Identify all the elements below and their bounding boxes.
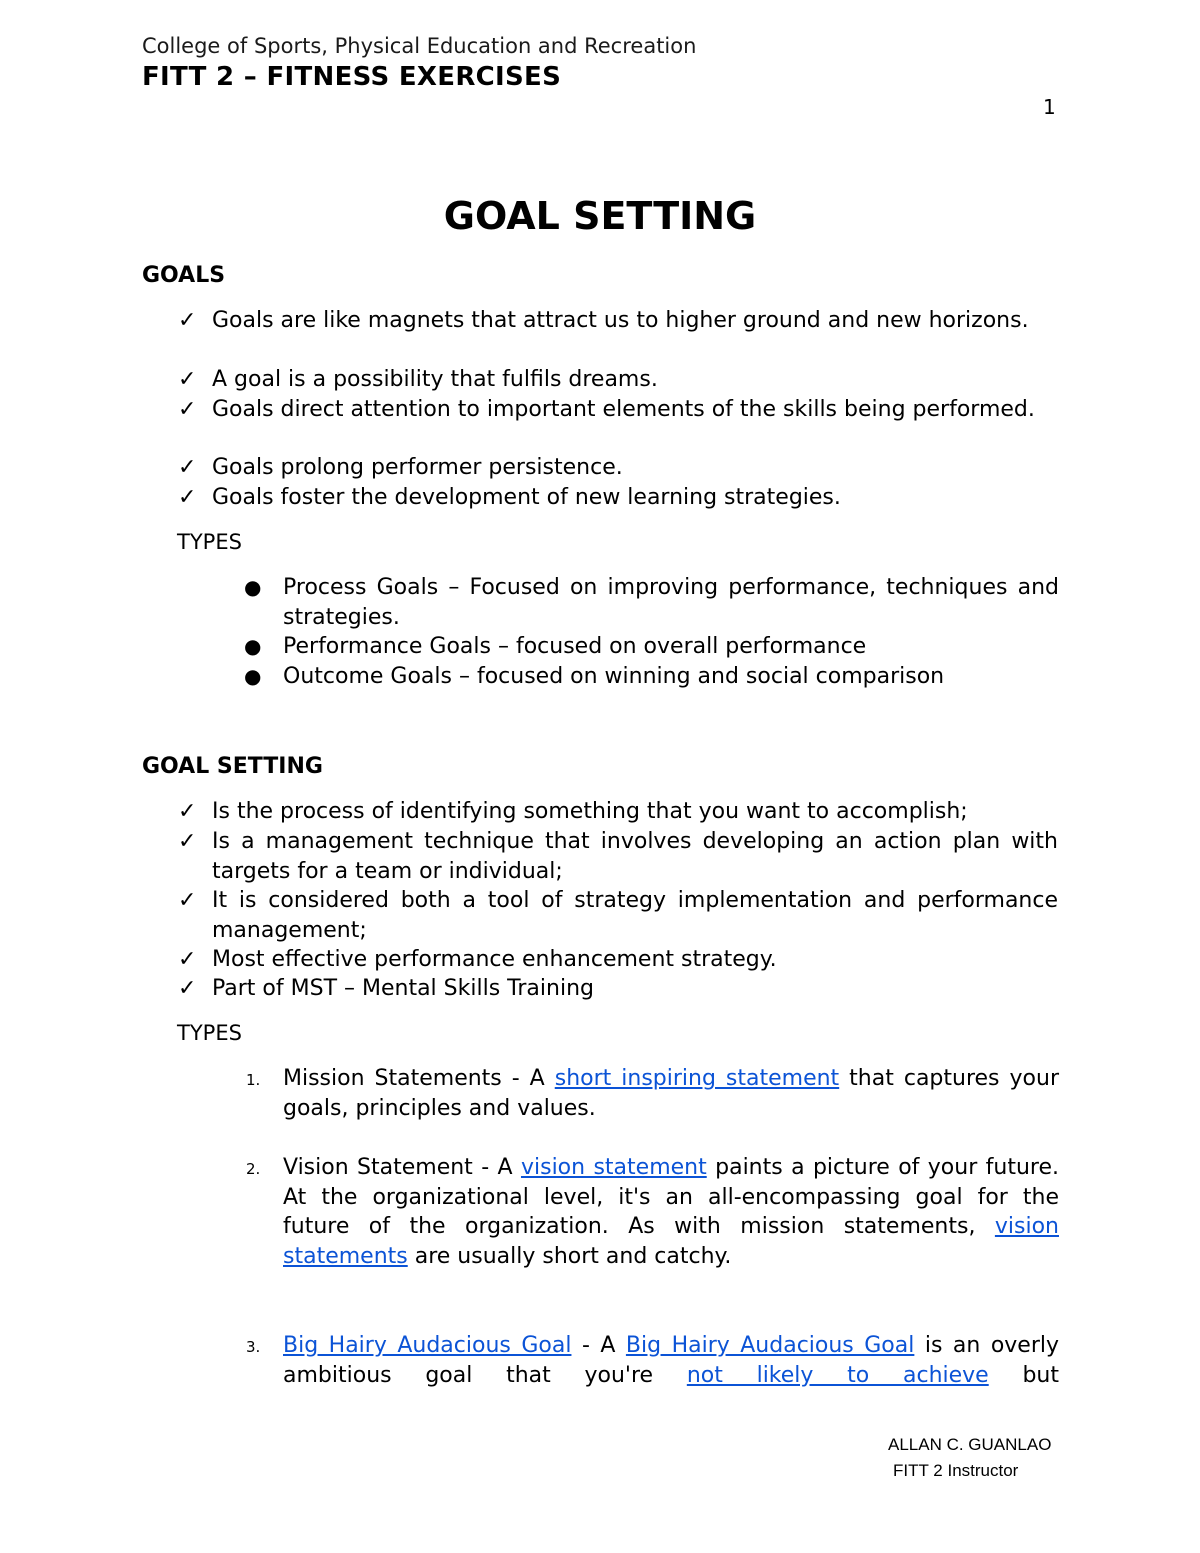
goal-setting-item-text: Is a management technique that involves developing an action plan with targets for a team or individual; [212, 829, 1058, 884]
goal-setting-type-text [283, 1153, 1059, 1271]
goal-setting-item-text: Is the process of identifying something that you want to accomplish; [212, 799, 968, 824]
goals-item [178, 395, 1058, 425]
goal-setting-type-item [244, 1153, 1059, 1271]
short-inspiring-statement-link[interactable]: short inspiring statement [554, 1066, 840, 1091]
goals-item [178, 453, 1058, 483]
check-icon: ✓ [178, 485, 197, 510]
page-number: 1 [1043, 95, 1056, 119]
page-title: GOAL SETTING [443, 194, 757, 238]
goal-type-item [244, 632, 1059, 662]
goal-type-text: Performance Goals – focused on overall performance [283, 634, 867, 659]
type-rest: but [988, 1362, 1059, 1388]
check-icon: ✓ [178, 367, 197, 392]
goal-setting-type-text [283, 1331, 1059, 1390]
list-number: 3. [246, 1338, 261, 1356]
goals-types-label: TYPES [177, 530, 242, 554]
type-rest: that captures your goals, principles and values. [283, 1066, 1059, 1121]
goal-type-item [244, 662, 1059, 692]
list-number: 2. [246, 1160, 261, 1178]
goal-setting-type-item [244, 1331, 1059, 1390]
check-icon: ✓ [178, 829, 197, 854]
goal-setting-item-text: Part of MST – Mental Skills Training [212, 976, 594, 1001]
bhag-title-link[interactable]: Big Hairy Audacious Goal [283, 1333, 572, 1358]
goals-item-text: Goals prolong performer persistence. [212, 455, 623, 480]
instructor-role: FITT 2 Instructor [893, 1461, 1019, 1480]
goal-setting-item-text: It is considered both a tool of strategy implementation and performance management; [212, 888, 1058, 943]
goal-setting-item [178, 797, 1058, 827]
type-rest: are usually short and catchy. [407, 1243, 732, 1269]
check-icon: ✓ [178, 455, 197, 480]
check-icon: ✓ [178, 799, 197, 824]
type-mid: paints a picture of your future. At the organizational level, it's an all-encompassing goal for the future of the organization. As with mission statements, [283, 1155, 1059, 1239]
goal-setting-item [178, 974, 1058, 1004]
goal-setting-item-text: Most effective performance enhancement strategy. [212, 947, 777, 972]
goal-setting-heading: GOAL SETTING [142, 754, 323, 779]
goals-item-text: Goals direct attention to important elements of the skills being performed. [212, 397, 1035, 422]
check-icon: ✓ [178, 397, 197, 422]
goals-heading: GOALS [142, 263, 226, 288]
type-lead: Vision Statement - A [283, 1155, 521, 1180]
goal-setting-item [178, 945, 1058, 975]
goals-item-text: Goals foster the development of new learning strategies. [212, 485, 841, 510]
goals-item [178, 365, 1058, 395]
not-likely-to-achieve-link[interactable]: not likely to achieve [686, 1362, 989, 1388]
goals-item-text: Goals are like magnets that attract us to higher ground and new horizons. [212, 308, 1029, 333]
type-lead: - A [571, 1333, 626, 1358]
type-mid: is an overly ambitious goal that you're [283, 1333, 1060, 1388]
goal-setting-types-label: TYPES [177, 1021, 242, 1045]
goal-setting-item [178, 886, 1058, 945]
goal-type-item [244, 573, 1059, 632]
goal-setting-type-text [283, 1064, 1059, 1123]
instructor-name: ALLAN C. GUANLAO [888, 1435, 1052, 1454]
goal-type-text: Outcome Goals – focused on winning and social comparison [283, 664, 945, 689]
goal-type-text: Process Goals – Focused on improving performance, techniques and strategies. [283, 575, 1059, 630]
goal-setting-item [178, 827, 1058, 886]
bullet-icon: ● [244, 575, 262, 599]
check-icon: ✓ [178, 947, 197, 972]
check-icon: ✓ [178, 308, 197, 333]
vision-statement-link[interactable]: vision statement [520, 1155, 707, 1180]
goals-item [178, 483, 1058, 513]
goals-item-text: A goal is a possibility that fulfils dreams. [212, 367, 658, 392]
bhag-link[interactable]: Big Hairy Audacious Goal [625, 1333, 915, 1358]
college-name: College of Sports, Physical Education and Recreation [142, 34, 697, 58]
course-title: FITT 2 – FITNESS EXERCISES [142, 62, 562, 92]
check-icon: ✓ [178, 888, 197, 913]
type-lead: Mission Statements - A [283, 1066, 555, 1091]
check-icon: ✓ [178, 976, 197, 1001]
bullet-icon: ● [244, 634, 262, 658]
vision-statements-link[interactable]: vision statements [283, 1214, 1059, 1269]
goal-setting-type-item [244, 1064, 1059, 1123]
bullet-icon: ● [244, 664, 262, 688]
goals-item [178, 306, 1058, 336]
list-number: 1. [246, 1071, 261, 1089]
